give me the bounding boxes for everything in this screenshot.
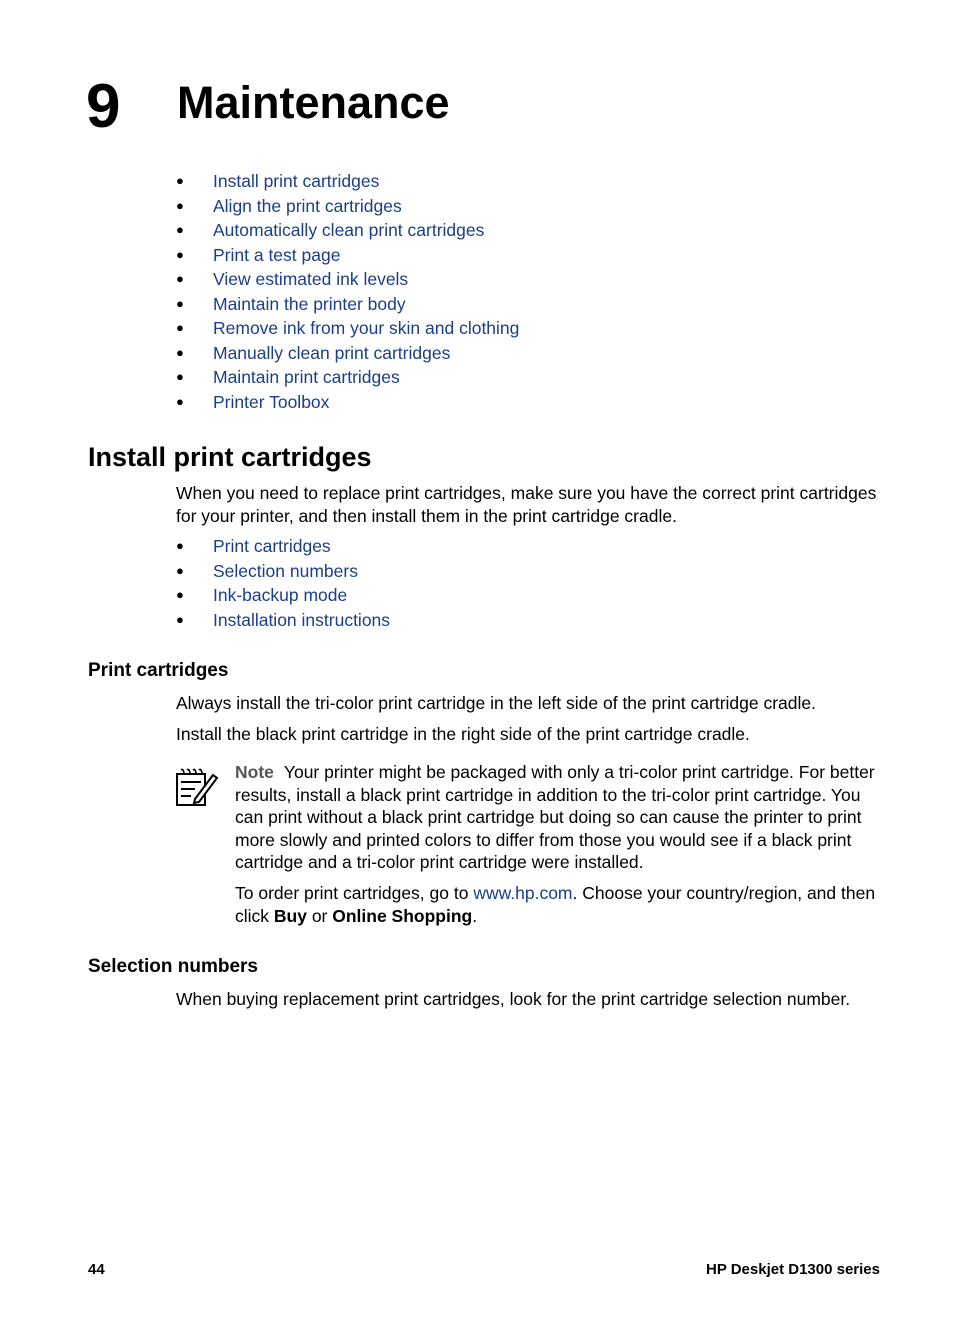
bullet-icon: ● <box>176 369 184 384</box>
toc-link-printer-body[interactable]: Maintain the printer body <box>213 293 406 314</box>
toc-link-auto-clean[interactable]: Automatically clean print cartridges <box>213 220 485 240</box>
section-heading-install: Install print cartridges <box>88 442 372 472</box>
sub-link-installation[interactable]: Installation instructions <box>213 609 391 630</box>
bullet-icon: ● <box>176 320 184 335</box>
toc-link-install[interactable]: Install print cartridges <box>213 171 380 191</box>
order-prefix: To order print cartridges, go to <box>235 883 474 903</box>
sub-link-ink-backup[interactable]: Ink-backup mode <box>213 585 348 605</box>
toc-link-toolbox[interactable]: Printer Toolbox <box>213 391 330 412</box>
toc-link-maintain-cartridges[interactable]: Maintain print cartridges <box>213 367 400 387</box>
toc-link-manual-clean[interactable]: Manually clean print cartridges <box>213 342 451 363</box>
footer-product-name: HP Deskjet D1300 series <box>705 1261 880 1278</box>
note-box <box>235 761 883 874</box>
bullet-icon: ● <box>176 538 184 553</box>
order-end: . <box>472 905 478 926</box>
bullet-icon: ● <box>176 246 184 262</box>
toc-link-test-page[interactable]: Print a test page <box>213 244 341 265</box>
note-icon <box>175 768 219 808</box>
bullet-icon: ● <box>176 197 184 213</box>
bullet-icon: ● <box>176 295 184 311</box>
chapter-number: 9 <box>86 72 121 141</box>
selection-numbers-para: When buying replacement print cartridges, look for the print cartridge selection number. <box>176 989 851 1009</box>
hp-website-link[interactable]: www.hp.com <box>473 883 573 903</box>
toc-link-align[interactable]: Align the print cartridges <box>213 195 402 216</box>
bullet-icon: ● <box>176 173 184 188</box>
bullet-icon: ● <box>176 562 184 578</box>
bullet-icon: ● <box>176 222 184 237</box>
bullet-icon: ● <box>176 587 184 602</box>
order-paragraph <box>235 882 883 927</box>
note-text: Your printer might be packaged with only a tri-color print cartridge. For better results, install a black print cartridge in addition to the tri-color print cartridge. You can print without a black print cartridge but doing so can cause the printer to print more slowly and printed colors to differ from those you would see if a black print cartridge and a tri-color print cartridge were installed. <box>235 762 875 872</box>
bullet-icon: ● <box>176 271 184 286</box>
bullet-icon: ● <box>176 393 184 409</box>
toc-link-ink-levels[interactable]: View estimated ink levels <box>213 269 409 289</box>
buy-label: Buy <box>273 905 307 926</box>
subheading-selection-numbers: Selection numbers <box>88 956 258 977</box>
print-cartridges-para-1: Always install the tri-color print cartridge in the left side of the print cartridge cradle. <box>176 693 817 713</box>
sub-link-print-cartridges[interactable]: Print cartridges <box>213 536 331 556</box>
subheading-print-cartridges: Print cartridges <box>88 660 229 681</box>
bullet-icon: ● <box>176 611 184 627</box>
print-cartridges-para-2: Install the black print cartridge in the right side of the print cartridge cradle. <box>176 724 750 744</box>
online-shopping-label: Online Shopping <box>332 905 473 926</box>
toc-link-remove-ink[interactable]: Remove ink from your skin and clothing <box>213 318 520 338</box>
footer-page-number: 44 <box>88 1261 105 1278</box>
order-or: or <box>306 905 333 926</box>
order-mid: . Choose your country/region, and then click <box>235 883 876 926</box>
install-intro: When you need to replace print cartridges, make sure you have the correct print cartridges for your printer, and then install them in the print cartridge cradle. <box>176 483 877 526</box>
sub-link-selection-numbers[interactable]: Selection numbers <box>213 560 358 581</box>
note-label: Note <box>235 762 274 782</box>
bullet-icon: ● <box>176 344 184 360</box>
chapter-title: Maintenance <box>177 77 450 128</box>
